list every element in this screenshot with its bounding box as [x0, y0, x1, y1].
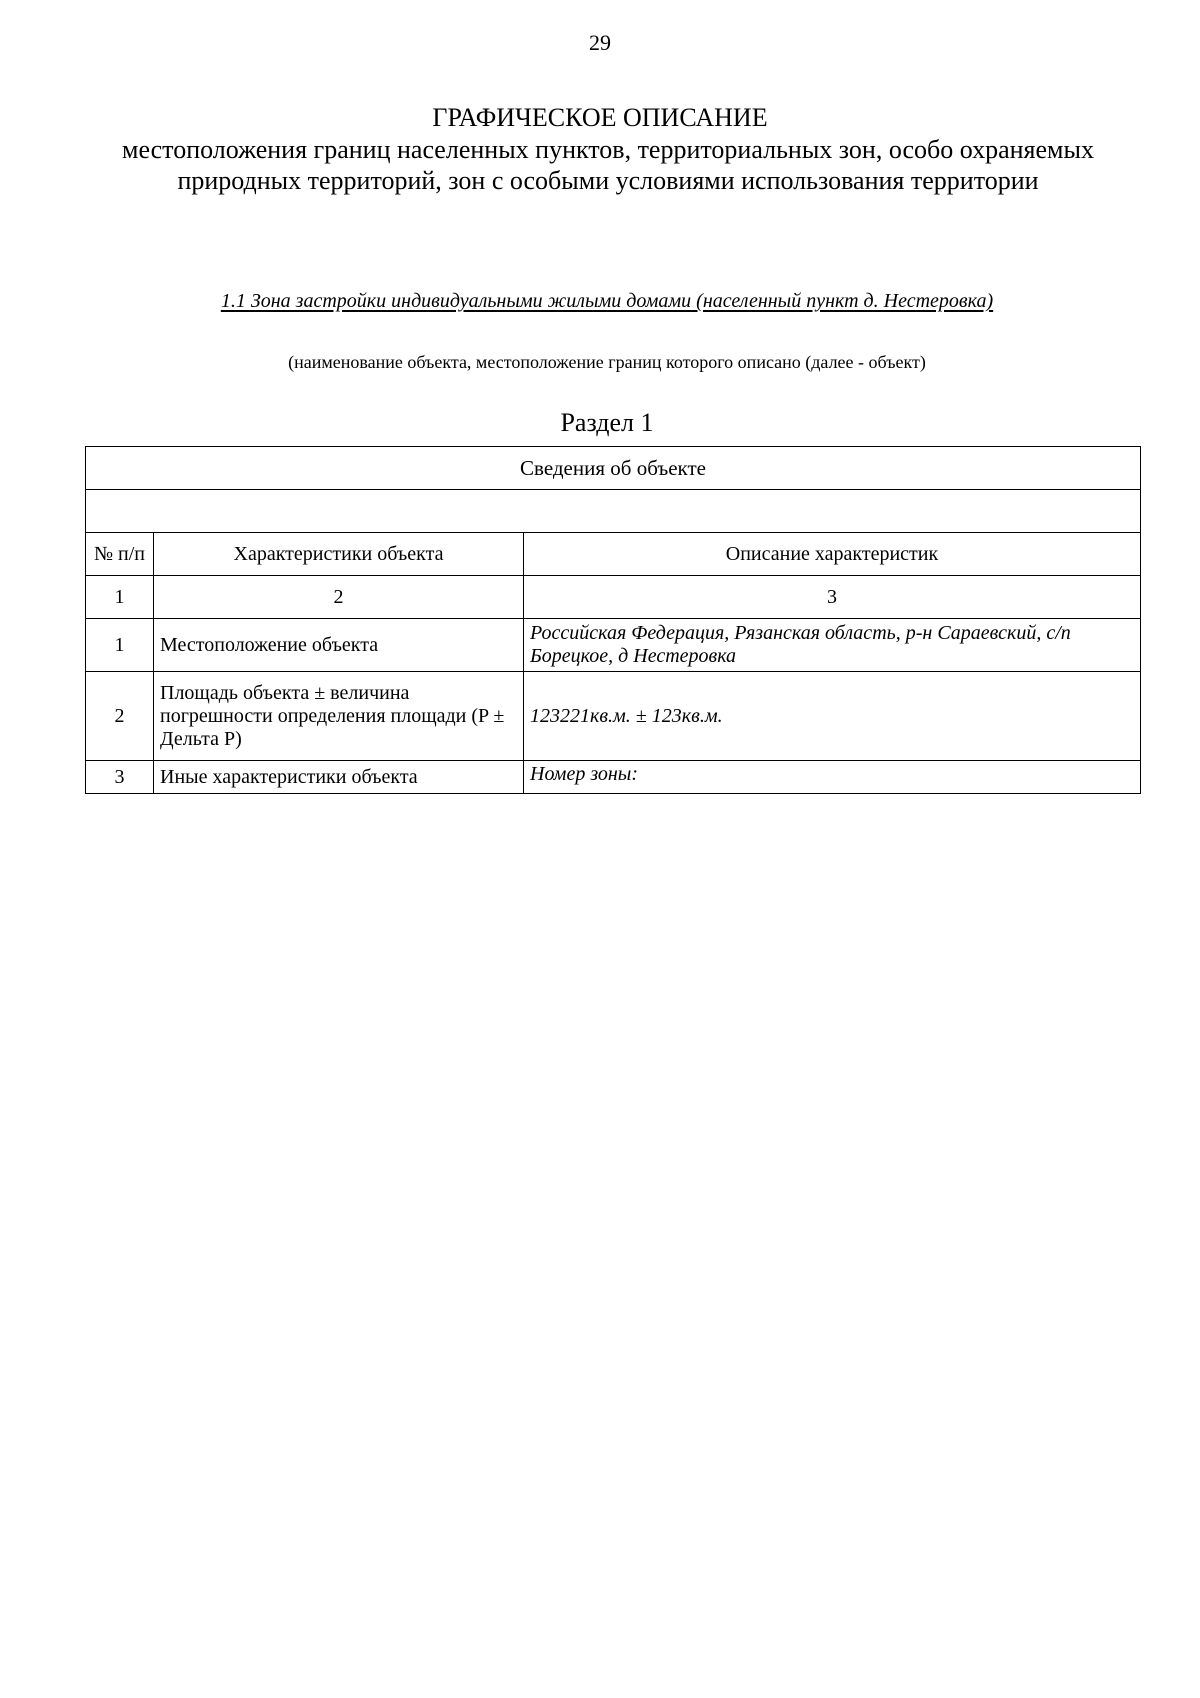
table-blank-row: [86, 490, 1141, 533]
row-characteristic: Иные характеристики объекта: [154, 761, 524, 794]
document-subtitle: местоположения границ населенных пунктов, территориальных зон, особо охраняемых природных территорий, зон с особыми условиями использования территории: [122, 135, 1094, 195]
column-number-2: 2: [154, 576, 524, 619]
table-row: [86, 619, 1141, 672]
column-number-3: 3: [524, 576, 1141, 619]
page-number: 29: [589, 30, 611, 55]
row-number: 1: [86, 619, 154, 672]
table-row: [86, 672, 1141, 761]
section-title: Раздел 1: [560, 408, 654, 437]
table-title: Сведения об объекте: [86, 447, 1141, 490]
table-title-row: [86, 447, 1141, 490]
row-characteristic: Местоположение объекта: [154, 619, 524, 672]
row-description: Российская Федерация, Рязанская область, р-н Сараевский, с/п Борецкое, д Нестеровка: [524, 619, 1141, 672]
column-number-1: 1: [86, 576, 154, 619]
table-row: [86, 761, 1141, 794]
row-description: Номер зоны:: [524, 761, 1141, 794]
table-header-row: [86, 533, 1141, 576]
table-blank-cell: [86, 490, 1141, 533]
document-title: ГРАФИЧЕСКОЕ ОПИСАНИЕ: [432, 103, 768, 132]
row-characteristic: Площадь объекта ± величина погрешности определения площади (P ± Дельта P): [154, 672, 524, 761]
object-name: 1.1 Зона застройки индивидуальными жилыми домами (населенный пункт д. Нестеровка): [220, 290, 994, 312]
object-caption: (наименование объекта, местоположение границ которого описано (далее - объект): [288, 352, 926, 372]
object-info-table: [85, 446, 1141, 794]
header-characteristic: Характеристики объекта: [154, 533, 524, 576]
row-number: 2: [86, 672, 154, 761]
header-description: Описание характеристик: [524, 533, 1141, 576]
row-description: 123221кв.м. ± 123кв.м.: [524, 672, 1141, 761]
table-column-number-row: [86, 576, 1141, 619]
row-number: 3: [86, 761, 154, 794]
header-number: № п/п: [86, 533, 154, 576]
